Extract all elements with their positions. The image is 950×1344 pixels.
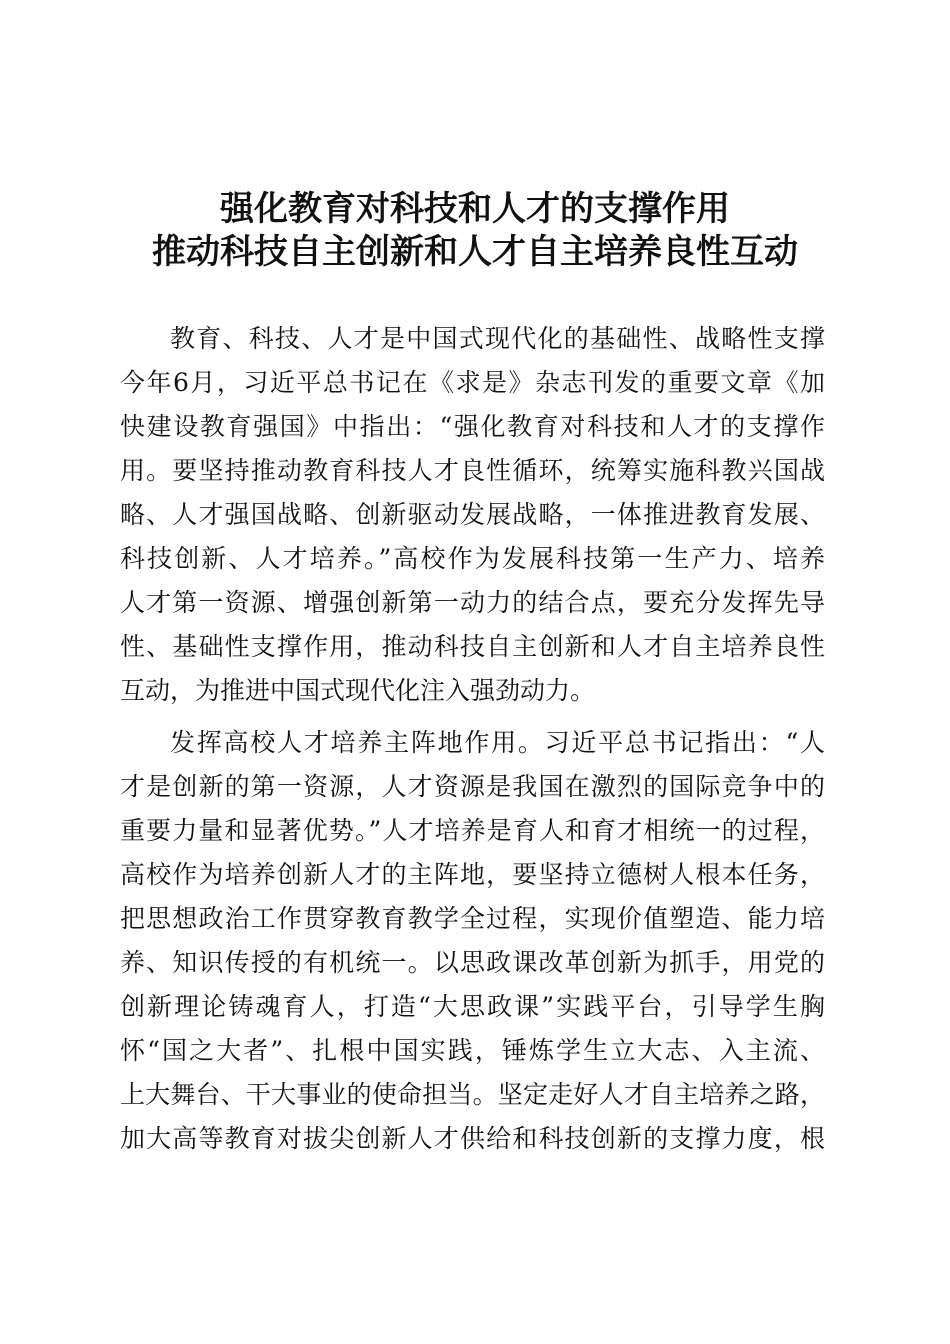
paragraph-2-line-6: 养、知识传授的有机统一。以思政课改革创新为抓手，用党的 xyxy=(120,948,825,977)
paragraph-1-line-7: 人才第一资源、增强创新第一动力的结合点，要充分发挥先导 xyxy=(120,588,825,617)
document-title-line-2: 推动科技自主创新和人才自主培养良性互动 xyxy=(152,232,798,272)
paragraph-2-line-3: 重要力量和显著优势。”人才培养是育人和育才相统一的过程， xyxy=(120,816,825,845)
paragraph-1-line-6: 科技创新、人才培养。”高校作为发展科技第一生产力、培养 xyxy=(120,544,825,573)
paragraph-1-line-1: 教育、科技、人才是中国式现代化的基础性、战略性支撑 xyxy=(170,324,825,353)
paragraph-2-line-7: 创新理论铸魂育人，打造“大思政课”实践平台，引导学生胸 xyxy=(120,992,825,1021)
paragraph-2-line-10: 加大高等教育对拔尖创新人才供给和科技创新的支撑力度，根 xyxy=(120,1124,825,1153)
paragraph-2-line-2: 才是创新的第一资源，人才资源是我国在激烈的国际竞争中的 xyxy=(120,772,825,801)
paragraph-1-line-3: 快建设教育强国》中指出：“强化教育对科技和人才的支撑作 xyxy=(120,412,825,441)
paragraph-2-line-5: 把思想政治工作贯穿教育教学全过程，实现价值塑造、能力培 xyxy=(120,904,825,933)
paragraph-1-line-9: 互动，为推进中国式现代化注入强劲动力。 xyxy=(120,676,596,705)
paragraph-2-line-8: 怀“国之大者”、扎根中国实践，锤炼学生立大志、入主流、 xyxy=(120,1036,825,1065)
paragraph-1-line-4: 用。要坚持推动教育科技人才良性循环，统筹实施科教兴国战 xyxy=(120,456,825,485)
paragraph-1-line-2: 今年6月，习近平总书记在《求是》杂志刊发的重要文章《加 xyxy=(120,368,825,397)
paragraph-1-line-8: 性、基础性支撑作用，推动科技自主创新和人才自主培养良性 xyxy=(120,632,825,661)
paragraph-1-line-5: 略、人才强国战略、创新驱动发展战略，一体推进教育发展、 xyxy=(120,500,825,529)
paragraph-2-line-4: 高校作为培养创新人才的主阵地，要坚持立德树人根本任务， xyxy=(120,860,825,889)
paragraph-2-line-1: 发挥高校人才培养主阵地作用。习近平总书记指出：“人 xyxy=(170,728,825,757)
paragraph-2-line-9: 上大舞台、干大事业的使命担当。坚定走好人才自主培养之路， xyxy=(120,1080,825,1109)
document-title-line-1: 强化教育对科技和人才的支撑作用 xyxy=(220,189,730,229)
